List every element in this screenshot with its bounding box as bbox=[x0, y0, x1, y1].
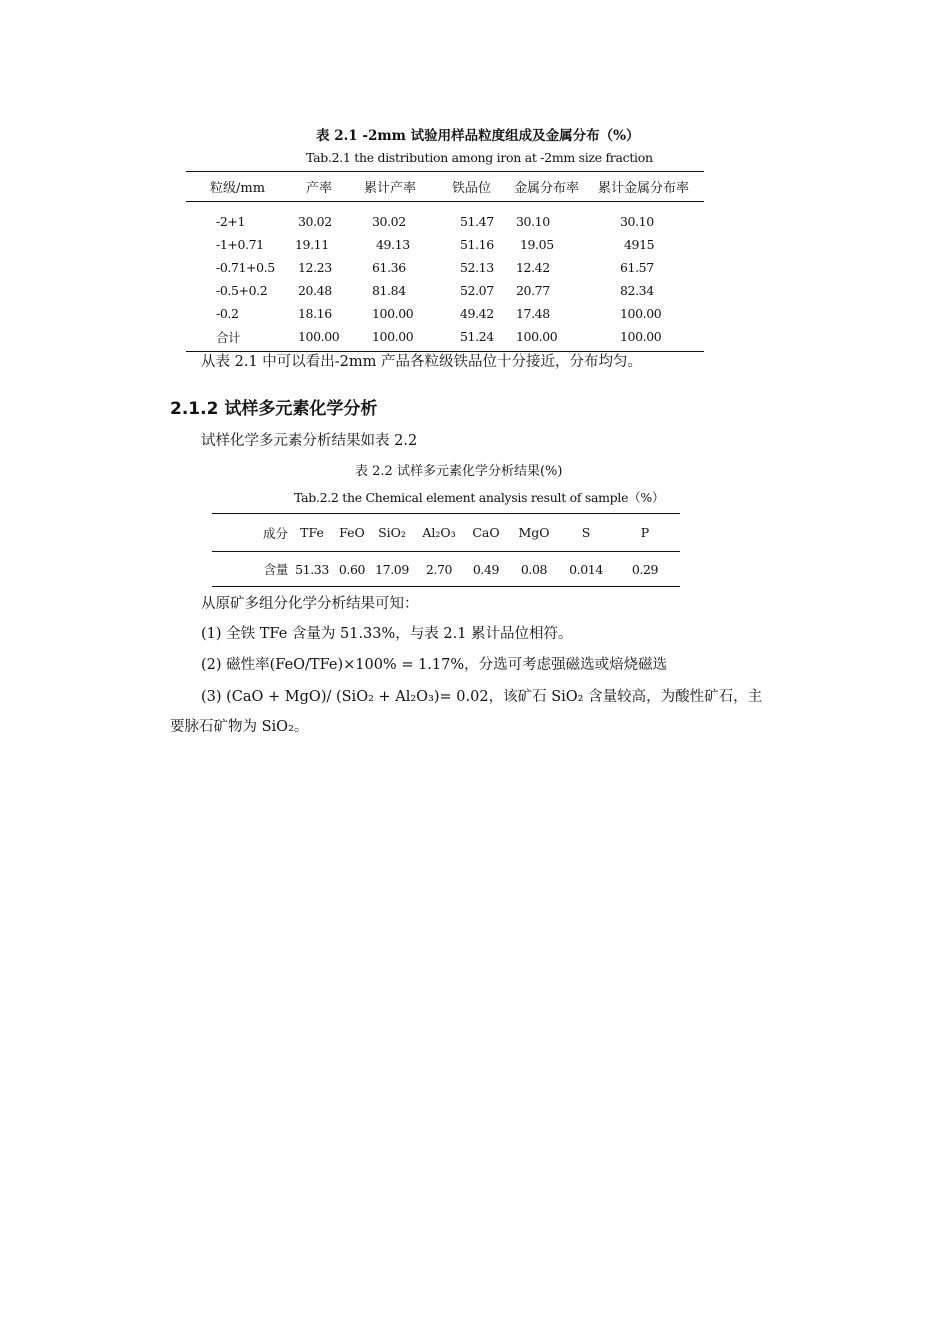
table1 bbox=[186, 171, 704, 352]
table1-caption-en: Tab.2.1 the distribution among iron at -2mm size fraction bbox=[306, 150, 653, 165]
table-row bbox=[212, 552, 680, 587]
point-3: (3) (CaO + MgO)/ (SiO₂ + Al₂O₃)= 0.02，该矿石 SiO₂ 含量较高，为酸性矿石，主 bbox=[201, 689, 763, 705]
table1-cell: 20.48 bbox=[298, 283, 332, 298]
table1-cell: 100.00 bbox=[498, 325, 584, 352]
table1-cell: 4915 bbox=[624, 237, 655, 252]
table1-cell: 61.36 bbox=[372, 260, 406, 275]
table1-cell: 100.00 bbox=[372, 306, 414, 321]
table1-cell: 30.10 bbox=[516, 214, 550, 229]
table1-cell: 51.16 bbox=[460, 237, 494, 252]
table1-cell: 30.02 bbox=[372, 214, 406, 229]
table-row bbox=[186, 325, 704, 352]
table1-header-size: 粒级/mm bbox=[186, 172, 284, 202]
table-row bbox=[186, 256, 704, 279]
table2-header-cell: FeO bbox=[332, 514, 372, 552]
table2-row-label: 含量 bbox=[212, 552, 292, 587]
table2-caption-en: Tab.2.2 the Chemical element analysis result of sample（%） bbox=[294, 490, 665, 505]
table2-caption-cn: 表 2.2 试样多元素化学分析结果(%) bbox=[355, 464, 563, 479]
table1-cell: 49.13 bbox=[376, 237, 410, 252]
point-3-continued: 要脉石矿物为 SiO₂。 bbox=[170, 719, 309, 735]
table-row bbox=[186, 233, 704, 256]
table1-cell: 19.11 bbox=[295, 237, 329, 252]
table1-cell: 52.13 bbox=[460, 260, 494, 275]
table1-cell: 18.16 bbox=[298, 306, 332, 321]
table2-cell: 0.49 bbox=[466, 552, 506, 587]
table2-header-cell: TFe bbox=[292, 514, 332, 552]
table1-header-cum-yield: 累计产率 bbox=[352, 172, 434, 202]
table1-cell: -1+0.71 bbox=[216, 237, 264, 252]
table1-cell: 17.48 bbox=[516, 306, 550, 321]
table1-cell: 51.24 bbox=[434, 325, 498, 352]
table2-cell: 0.60 bbox=[332, 552, 372, 587]
table2-cell: 2.70 bbox=[412, 552, 466, 587]
table1-header-yield: 产率 bbox=[284, 172, 352, 202]
table1-cell: 100.00 bbox=[284, 325, 352, 352]
table1-cell: 20.77 bbox=[516, 283, 550, 298]
table2-header-row bbox=[212, 514, 680, 552]
table1-cell: 100.00 bbox=[620, 306, 662, 321]
table1-cell: -2+1 bbox=[216, 214, 246, 229]
table2-header-cell: SiO₂ bbox=[372, 514, 412, 552]
point-2: (2) 磁性率(FeO/TFe)×100% = 1.17%，分选可考虑强磁选或焙烧磁选 bbox=[201, 657, 668, 673]
table1-cell: -0.2 bbox=[216, 306, 239, 321]
table1-cell: 30.10 bbox=[620, 214, 654, 229]
table2-header-cell: MgO bbox=[506, 514, 562, 552]
table1-cell: 30.02 bbox=[298, 214, 332, 229]
table2-header-label: 成分 bbox=[212, 514, 292, 552]
table-row bbox=[186, 279, 704, 302]
table1-cell: -0.5+0.2 bbox=[216, 283, 268, 298]
table1-header-metal-dist: 金属分布率 bbox=[498, 172, 584, 202]
table1-cell: 12.42 bbox=[516, 260, 550, 275]
table1-note: 从表 2.1 中可以看出-2mm 产品各粒级铁品位十分接近，分布均匀。 bbox=[201, 354, 643, 370]
table1-header-cum-metal-dist: 累计金属分布率 bbox=[584, 172, 704, 202]
table2-header-cell: P bbox=[610, 514, 680, 552]
table-row bbox=[186, 202, 704, 234]
conclusion-intro: 从原矿多组分化学分析结果可知： bbox=[201, 596, 419, 612]
table1-cell: 合计 bbox=[186, 325, 284, 352]
table1-cell: 51.47 bbox=[460, 214, 494, 229]
table2-cell: 51.33 bbox=[292, 552, 332, 587]
table2-cell: 17.09 bbox=[372, 552, 412, 587]
table2-cell: 0.29 bbox=[610, 552, 680, 587]
table1-cell: 61.57 bbox=[620, 260, 654, 275]
table1-cell: 82.34 bbox=[620, 283, 654, 298]
section-heading: 2.1.2 试样多元素化学分析 bbox=[170, 399, 378, 419]
table1-cell: -0.71+0.5 bbox=[216, 260, 275, 275]
table1-cell: 100.00 bbox=[352, 325, 434, 352]
point-1: (1) 全铁 TFe 含量为 51.33%，与表 2.1 累计品位相符。 bbox=[201, 626, 573, 642]
table2 bbox=[212, 513, 680, 587]
table1-cell: 12.23 bbox=[298, 260, 332, 275]
table1-header-fe-grade: 铁品位 bbox=[434, 172, 498, 202]
table1-cell: 100.00 bbox=[584, 325, 704, 352]
table-row bbox=[186, 302, 704, 325]
table1-cell: 81.84 bbox=[372, 283, 406, 298]
table2-header-cell: CaO bbox=[466, 514, 506, 552]
table1-cell: 19.05 bbox=[520, 237, 554, 252]
table2-cell: 0.014 bbox=[562, 552, 610, 587]
table1-caption-cn: 表 2.1 -2mm 试验用样品粒度组成及金属分布（%） bbox=[316, 128, 640, 144]
table2-header-cell: S bbox=[562, 514, 610, 552]
table2-header-cell: Al₂O₃ bbox=[412, 514, 466, 552]
table1-cell: 52.07 bbox=[460, 283, 494, 298]
table1-cell: 49.42 bbox=[460, 306, 494, 321]
table2-intro: 试样化学多元素分析结果如表 2.2 bbox=[201, 433, 418, 449]
table1-header-row bbox=[186, 172, 704, 202]
table2-cell: 0.08 bbox=[506, 552, 562, 587]
